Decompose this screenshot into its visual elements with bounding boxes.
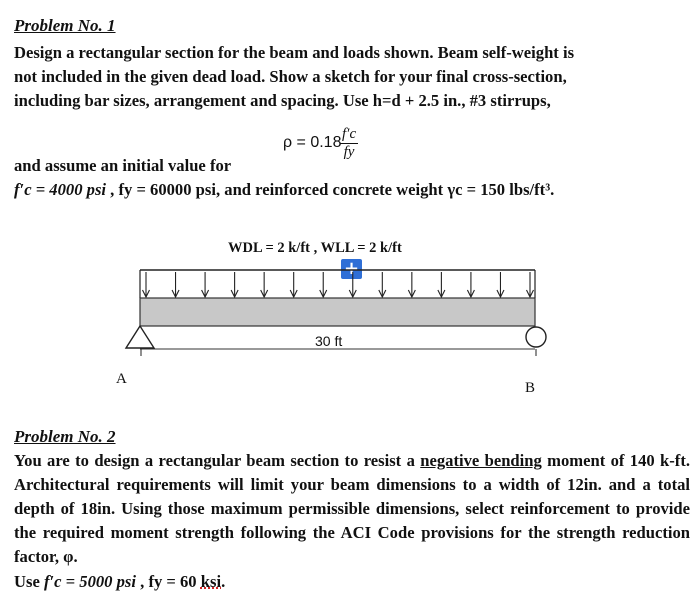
load-arrow-head <box>349 290 356 297</box>
problem1-line5 <box>14 180 554 200</box>
span-label: 30 ft <box>315 333 343 349</box>
pin-support-a <box>126 326 154 348</box>
load-label: WDL = 2 k/ft , WLL = 2 k/ft <box>228 240 402 256</box>
problem2-use-line <box>14 572 225 592</box>
use-unit: ksi <box>200 572 222 591</box>
load-arrow-head <box>408 290 415 297</box>
load-arrow-head <box>497 290 504 297</box>
comma-sep-2: , <box>215 180 225 199</box>
rho-fraction <box>340 126 358 161</box>
problem2-body <box>14 449 690 569</box>
problem2-negative-bending: negative bending <box>420 451 542 470</box>
load-arrow-head <box>438 290 445 297</box>
rho-formula-lhs: ρ = 0.18 <box>283 134 342 151</box>
comma-sep: , <box>110 180 119 199</box>
problem1-title: Problem No. 1 <box>14 16 116 35</box>
load-arrow-head <box>290 290 297 297</box>
beam-body <box>140 298 535 326</box>
use-fy: fy = 60 <box>148 572 197 591</box>
rho-fraction-denominator: fy <box>343 144 355 160</box>
problem2-title: Problem No. 2 <box>14 427 116 446</box>
load-arrow-head <box>261 290 268 297</box>
problem2-text-before: You are to design a rectangular beam section to resist a <box>14 451 421 470</box>
use-fc: f′c = 5000 psi <box>43 572 136 591</box>
roller-support-b <box>526 327 546 347</box>
support-a-label: A <box>116 371 127 387</box>
load-arrow-head <box>527 290 534 297</box>
problem1-line4: and assume an initial value for <box>14 156 232 175</box>
problem1-line3: including bar sizes, arrangement and spacing. Use h=d + 2.5 in., #3 stirrups, <box>14 91 551 110</box>
fc-value: f′c = 4000 psi <box>14 180 107 199</box>
load-arrow-head <box>467 290 474 297</box>
problem2-text-after: moment of 140 k-ft. Architectural requirements will limit your beam dimensions to a width of 12in. and a total depth of 18in. Using those maximum permissible dimensions, select reinforcement to provide the required moment strength following the ACI Code provisions for the strength reduction factor, φ. <box>14 451 690 566</box>
use-prefix: Use <box>14 572 44 591</box>
problem1-line2: not included in the given dead load. Show a sketch for your final cross-section, <box>14 67 567 86</box>
load-arrow-head <box>143 290 150 297</box>
load-arrows <box>143 272 534 297</box>
fy-value: fy = 60000 psi <box>118 180 216 199</box>
load-arrow-head <box>172 290 179 297</box>
add-icon[interactable]: + <box>341 259 362 279</box>
load-arrow-head <box>202 290 209 297</box>
load-arrow-head <box>379 290 386 297</box>
rho-formula <box>283 134 341 152</box>
support-b-label: B <box>525 380 536 396</box>
problem1-line1: Design a rectangular section for the beam and loads shown. Beam self-weight is <box>14 43 575 62</box>
use-comma: , <box>135 572 149 591</box>
concrete-weight-text: and reinforced concrete weight γc = 150 lbs/ft³. <box>224 180 555 199</box>
load-arrow-head <box>320 290 327 297</box>
use-end: . <box>221 572 226 591</box>
load-arrow-head <box>231 290 238 297</box>
rho-fraction-numerator: f′c <box>342 126 357 142</box>
